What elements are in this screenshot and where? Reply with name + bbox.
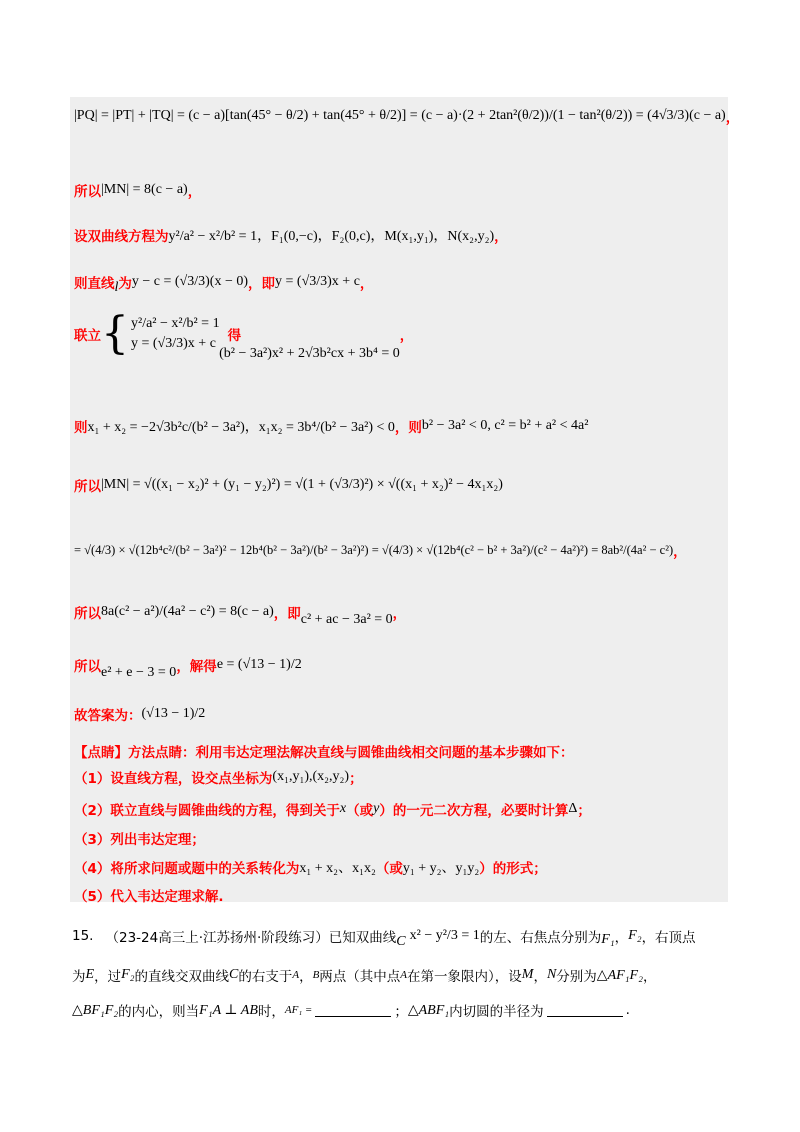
solution-line-answer: 故答案为： (√13 − 1)/2 [74,706,206,724]
solution-line-hyperbola: 设双曲线方程为 y²/a² − x²/b² = 1，F₁(0,−c)，F₂(0,c)，M(x₁,y₁)，N(x₂,y₂) ， [74,225,508,245]
math-mn: |MN| = 8(c − a) [101,182,188,197]
solution-line-system: 联立 { y²/a² − x²/b² = 1 y = (√3/3)x + c 得 (b² − 3a²)x² + 2√3b²cx + 3b⁴ = 0 ， [74,308,414,361]
math-hyperbola-setup: y²/a² − x²/b² = 1，F₁(0,−c)，F₂(0,c)，M(x₁,y₁)，N(x₂,y₂) [168,229,495,244]
solution-line-e: 所以 e² + e − 3 = 0 ，解得 e = (√13 − 1)/2 [74,657,302,680]
math-line-eq2: y = (√3/3)x + c [275,274,360,289]
math-vieta: x₁ + x₂ = −2√3b²c/(b² − 3a²)，x₁x₂ = 3b⁴/(b² − 3a²) < 0 [87,420,395,435]
solution-line-equation-c: 所以 8a(c² − a²)/(4a² − c²) = 8(c − a) ，即 c² + ac − 3a² = 0 ， [74,604,407,627]
math-inequality: b² − 3a² < 0, c² = b² + a² < 4a² [421,418,589,433]
solution-line-mn: 所以 |MN| = 8(c − a) ， [74,182,202,200]
math-answer: (√13 − 1)/2 [141,706,206,721]
answer-blank-2[interactable] [547,1004,623,1017]
solution-line-chord: 所以 |MN| = √((x₁ − x₂)² + (y₁ − y₂)²) = √(1 + (√3/3)²) × √((x₁ + x₂)² − 4x₁x₂) [74,477,503,495]
comment-step-4: （4）将所求问题或题中的关系转化为 x₁ + x₂、x₁x₂ （或 y₁ + y₂、y₁y₂ ）的形式； [74,861,547,877]
math-quadratic: (b² − 3a²)x² + 2√3b²cx + 3b⁴ = 0 [219,346,400,361]
math-eq-c: 8a(c² − a²)/(4a² − c²) = 8(c − a) [101,604,274,619]
math-e-value: e = (√13 − 1)/2 [216,657,302,672]
solution-line-pq: |PQ| = |PT| + |TQ| = (c − a)[tan(45° − θ/2) + tan(45° + θ/2)] = (c − a)·(2 + 2tan²(θ/2))/(1 − tan²(θ/2)) = (4√3/3)(c − a) ， [74,108,740,126]
math-e-equation: e² + e − 3 = 0 [101,665,177,680]
problem-source: （23-24高三上·江苏扬州·阶段练习） [105,930,329,946]
comment-step-5: （5）代入韦达定理求解. [74,889,224,905]
solution-line-line-l: 则直线 l 为 y − c = (√3/3)(x − 0) ，即 y = (√3/3)x + c ， [74,274,374,295]
math-pq-expression: |PQ| = |PT| + |TQ| = (c − a)[tan(45° − θ/2) + tan(45° + θ/2)] = (c − a)·(2 + 2tan²(θ/2))/(1 − tan²(θ/2)) = (4√3/3)(c − a) [74,108,726,123]
problem-15-line-2: 为 E ，过 F₂ 的直线交双曲线 C 的右支于 A ， B 两点（其中点 A 在第一象限内），设 M ， N 分别为 △AF₁F₂ ， [72,967,657,985]
math-eq-c2: c² + ac − 3a² = 0 [300,612,393,627]
comment-step-1: （1）设直线方程，设交点坐标为 (x₁,y₁),(x₂,y₂) ； [74,769,363,787]
problem-number: 15. [72,928,94,944]
comment-step-2: （2）联立直线与圆锥曲线的方程，得到关于 x （或 y ）的一元二次方程，必要时计算 Δ ； [74,801,591,819]
problem-15-line-3: △BF₁F₂ 的内心，则当 F₁A ⊥ AB 时， AF₁ = ； △ABF₁ 内切圆的半径为 . [72,1002,630,1020]
answer-blank-1[interactable] [315,1004,391,1017]
math-chord-length: |MN| = √((x₁ − x₂)² + (y₁ − y₂)²) = √(1 + (√3/3)²) × √((x₁ + x₂)² − 4x₁x₂) [101,477,503,492]
equation-system: { y²/a² − x²/b² = 1 y = (√3/3)x + c [101,308,220,359]
math-line-eq: y − c = (√3/3)(x − 0) [131,274,249,289]
comment-step-3: （3）列出韦达定理； [74,832,205,848]
solution-line-vieta: 则 x₁ + x₂ = −2√3b²c/(b² − 3a²)，x₁x₂ = 3b⁴/(b² − 3a²) < 0 ，则 b² − 3a² < 0, c² = b² + a² < 4a² [74,418,589,436]
solution-line-chord-simplify: = √(4/3) × √(12b⁴c²/(b² − 3a²)² − 12b⁴(b² − 3a²)/(b² − 3a²)²) = √(4/3) × √(12b⁴(c² − b² + 3a²)/(c² − 4a²)²) = 8ab²/(4a² − c²) ， [74,542,687,560]
math-chord-simplify: = √(4/3) × √(12b⁴c²/(b² − 3a²)² − 12b⁴(b² − 3a²)/(b² − 3a²)²) = √(4/3) × √(12b⁴(c² − b² + 3a²)/(c² − 4a²)²) = 8ab²/(4a² − c²) [74,542,674,557]
comment-heading: 【点睛】方法点睛：利用韦达定理法解决直线与圆锥曲线相交问题的基本步骤如下： [74,745,574,761]
problem-15-line-1: 15. （23-24高三上·江苏扬州·阶段练习） 已知双曲线 C x² − y²/3 = 1 的左、右焦点分别为 F₁ ， F₂ ，右顶点 [72,928,696,949]
math-hyperbola-eq: x² − y²/3 = 1 [409,928,480,943]
